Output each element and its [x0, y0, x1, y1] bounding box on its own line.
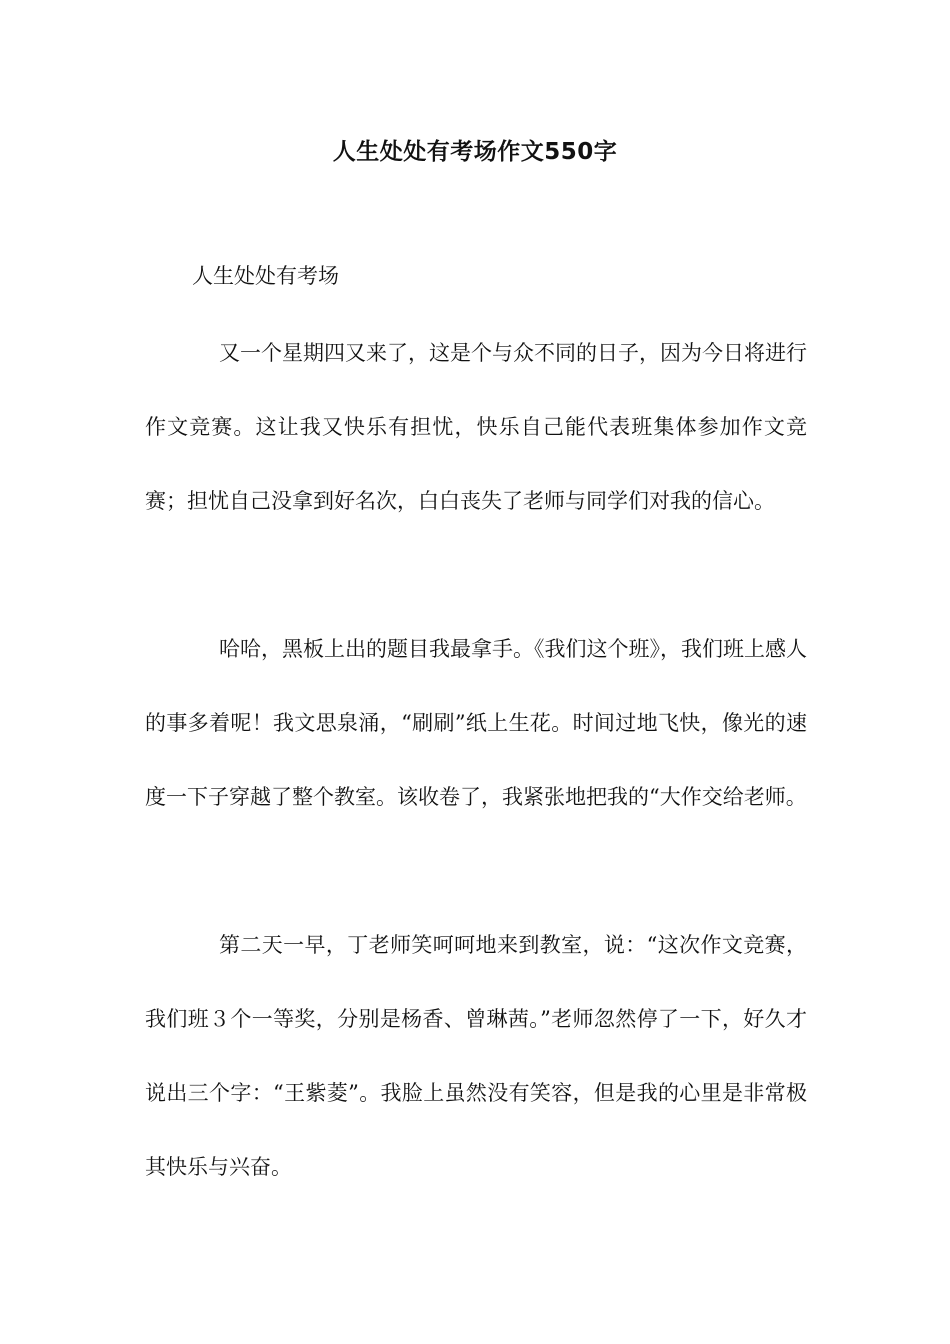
paragraph-3: 第二天一早，丁老师笑呵呵地来到教室，说：“这次作文竞赛，我们班３个一等奖，分别是杨香、曾琳茜。”老师忽然停了一下，好久才说出三个字：“王紫菱”。我脸上虽然没有笑容，但是我的心里是非常极其快乐与兴奋。 — [145, 933, 807, 1179]
essay-heading: 人生处处有考场 — [192, 264, 339, 288]
paragraph-2: 哈哈，黑板上出的题目我最拿手。《我们这个班》，我们班上感人的事多着呢！我文思泉涌，“刷刷”纸上生花。时间过地飞快，像光的速度一下子穿越了整个教室。该收卷了，我紧张地把我的“大作交给老师。 — [145, 637, 807, 809]
paragraph-1: 又一个星期四又来了，这是个与众不同的日子，因为今日将进行作文竞赛。这让我又快乐有担忧，快乐自己能代表班集体参加作文竞赛；担忧自己没拿到好名次，白白丧失了老师与同学们对我的信心。 — [145, 341, 807, 513]
document-title: 人生处处有考场作文550字 — [332, 139, 618, 165]
